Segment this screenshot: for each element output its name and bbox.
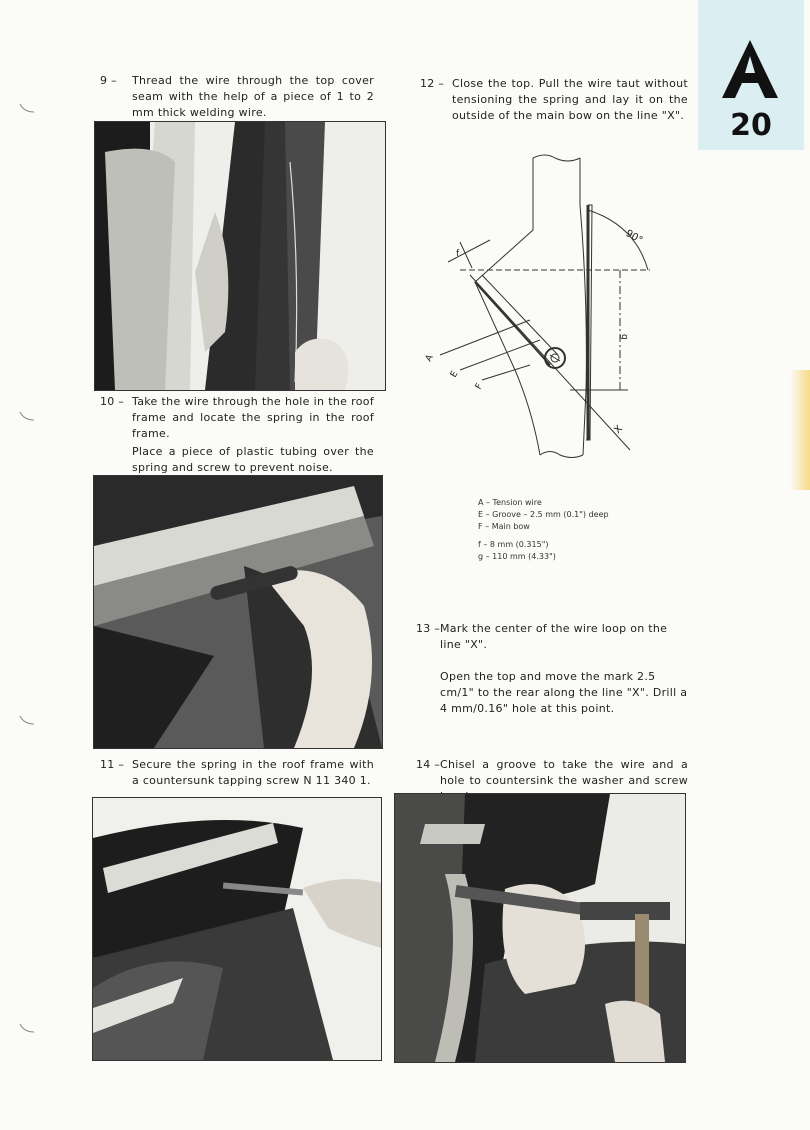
step-number: 13 – (416, 622, 441, 635)
legend-item: f – 8 mm (0.315") (478, 540, 549, 549)
photo-chisel-groove (394, 793, 686, 1063)
step-12 (420, 76, 688, 126)
legend-item: E – Groove – 2.5 mm (0.1") deep (478, 510, 609, 519)
step-text: Chisel a groove to take the wire and a hole to countersink the washer and screw (440, 758, 688, 787)
step-text: Secure the spring in the roof frame with a countersunk tapping screw N 11 340 1. (132, 758, 374, 787)
wire-routing-diagram (420, 150, 670, 470)
step-11 (100, 757, 374, 791)
page-number: 20 (730, 108, 772, 143)
step-text: Open the top and move the mark 2.5 cm/1" to the rear along the line "X". Drill a 4 mm/0.16" hole at this point. (440, 670, 688, 715)
binder-mark-icon (18, 714, 36, 726)
binder-mark-icon (18, 102, 36, 114)
tab-letter-shape-icon (720, 38, 780, 100)
dimension-f-label: f (456, 249, 460, 259)
photo-thread-wire (94, 121, 386, 391)
callout-a-label: A (423, 353, 436, 364)
photo-secure-spring (92, 797, 382, 1061)
step-text: Close the top. Pull the wire taut without tensioning the spring and lay it on the outside of the main bow on the line "X". (452, 77, 688, 122)
page-stain (790, 370, 810, 490)
legend-item: A – Tension wire (478, 498, 542, 507)
step-13 (416, 621, 688, 719)
step-number: 10 – (100, 395, 125, 408)
photo-spring-roof-frame (93, 475, 383, 749)
binder-mark-icon (18, 1022, 36, 1034)
step-number: 11 – (100, 758, 125, 771)
legend-item: g – 110 mm (4.33") (478, 552, 556, 561)
dimension-g-label: g (619, 334, 629, 340)
step-number: 12 – (420, 77, 445, 90)
step-text: Mark the center of the wire loop on the line "X". (440, 622, 668, 651)
callout-f-label: F (473, 382, 486, 392)
callout-e-label: E (448, 369, 461, 380)
step-9 (100, 73, 374, 123)
legend-item: F – Main bow (478, 522, 530, 531)
angle-label: 90° (623, 228, 645, 247)
step-text: Place a piece of plastic tubing over the spring and screw to prevent noise. (132, 445, 374, 474)
step-10 (100, 394, 374, 478)
binder-mark-icon (18, 410, 36, 422)
step-text: Thread the wire through the top cover seam with the help of a piece of 1 to 2 mm thick welding wire. (132, 74, 374, 119)
step-number: 9 – (100, 74, 117, 87)
diagram-legend (478, 497, 678, 563)
step-number: 14 – (416, 758, 441, 771)
line-x-label: X (612, 423, 625, 437)
step-text: Take the wire through the hole in the roof frame and locate the spring in the roof frame. (132, 395, 374, 440)
